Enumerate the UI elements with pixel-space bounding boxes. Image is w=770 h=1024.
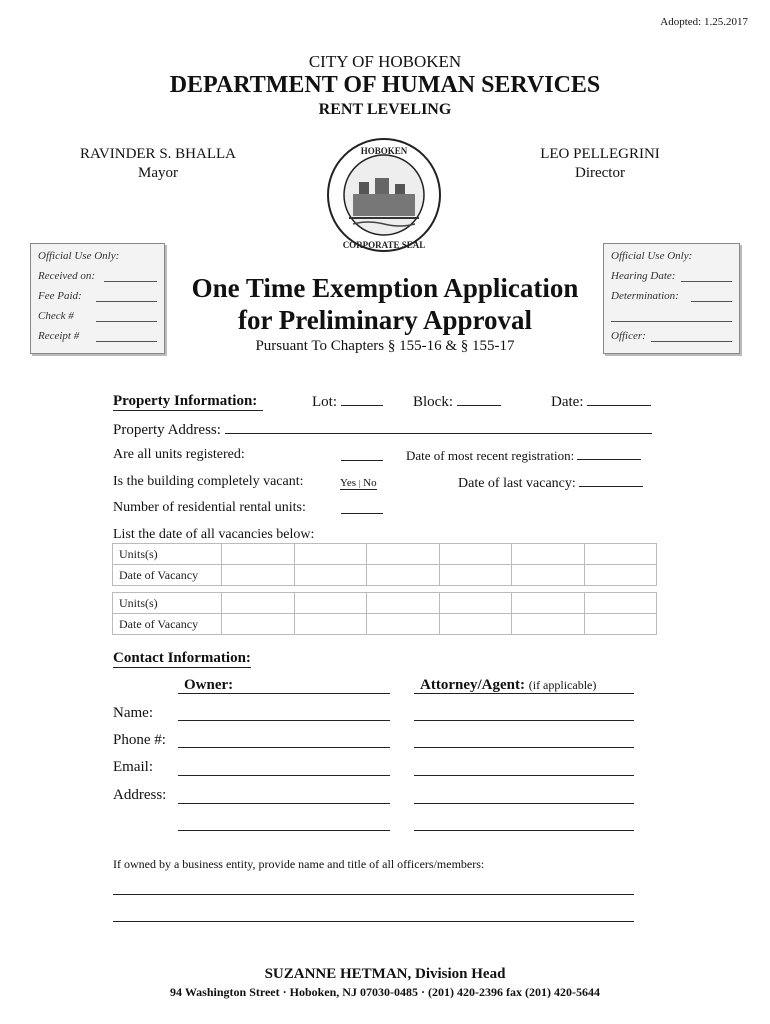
attorney-phone-input[interactable]	[414, 747, 634, 748]
table-cell[interactable]	[512, 544, 585, 565]
units-registered-input[interactable]	[341, 448, 383, 461]
table-cell[interactable]	[512, 565, 585, 586]
owner-address-input-2[interactable]	[178, 830, 390, 831]
director-title: Director	[575, 165, 625, 181]
owner-heading: Owner:	[184, 677, 234, 693]
owner-address-input[interactable]	[178, 803, 390, 804]
svg-text:CORPORATE SEAL: CORPORATE SEAL	[342, 240, 426, 250]
received-on-field[interactable]	[104, 281, 157, 282]
table-cell[interactable]	[439, 544, 512, 565]
last-vacancy-label: Date of last vacancy:	[458, 476, 576, 491]
business-entity-note: If owned by a business entity, provide name and title of all officers/members:	[113, 857, 485, 871]
attorney-note: (if applicable)	[528, 678, 597, 692]
table-cell[interactable]	[584, 593, 657, 614]
svg-text:HOBOKEN: HOBOKEN	[360, 146, 408, 156]
check-label: Check #	[38, 310, 74, 322]
units-registered-field	[113, 447, 245, 463]
table-cell[interactable]	[222, 544, 295, 565]
table-cell[interactable]	[584, 544, 657, 565]
attorney-name-input[interactable]	[414, 720, 634, 721]
num-units-field	[113, 500, 306, 516]
block-field	[413, 393, 501, 411]
table-cell[interactable]	[294, 593, 367, 614]
date-field	[551, 393, 651, 411]
mayor-block	[78, 146, 238, 182]
table-cell[interactable]	[439, 565, 512, 586]
last-vacancy-field	[458, 474, 643, 492]
table-cell[interactable]	[294, 614, 367, 635]
email-label: Email:	[113, 759, 153, 775]
name-label: Name:	[113, 705, 153, 721]
officer-label: Officer:	[611, 330, 646, 342]
table-cell[interactable]	[439, 593, 512, 614]
official-use-title: Official Use Only:	[38, 250, 120, 262]
table-cell[interactable]	[367, 544, 440, 565]
form-title-line1: One Time Exemption Application	[191, 273, 579, 303]
table-cell[interactable]	[367, 565, 440, 586]
contact-heading: Contact Information:	[113, 650, 251, 666]
mayor-name: RAVINDER S. BHALLA	[80, 146, 236, 162]
num-units-label: Number of residential rental units:	[113, 500, 306, 515]
table-cell[interactable]	[584, 565, 657, 586]
option-separator: |	[358, 479, 361, 488]
table-row	[113, 614, 657, 635]
address-label: Address:	[113, 787, 167, 803]
mayor-title: Mayor	[138, 165, 178, 181]
fee-paid-field[interactable]	[96, 301, 157, 302]
attorney-label: Attorney/Agent:	[420, 677, 525, 693]
official-use-box-left	[30, 243, 165, 354]
attorney-heading-underline	[414, 693, 634, 694]
table-row	[113, 544, 657, 565]
check-field[interactable]	[96, 321, 157, 322]
units-registered-label: Are all units registered:	[113, 447, 245, 462]
last-vacancy-input[interactable]	[579, 474, 643, 487]
table-cell[interactable]	[294, 544, 367, 565]
phone-label: Phone #:	[113, 732, 166, 748]
owner-name-input[interactable]	[178, 720, 390, 721]
property-address-input[interactable]	[225, 421, 652, 434]
determination-field[interactable]	[691, 301, 732, 302]
department-name: DEPARTMENT OF HUMAN SERVICES	[169, 72, 601, 98]
city-name: CITY OF HOBOKEN	[308, 52, 462, 71]
property-address-field	[113, 421, 652, 439]
date-input[interactable]	[587, 393, 651, 406]
table-row	[113, 593, 657, 614]
director-name: LEO PELLEGRINI	[540, 146, 660, 162]
lot-field	[312, 393, 383, 411]
determination-label: Determination:	[611, 290, 679, 302]
block-label: Block:	[413, 394, 453, 410]
director-block	[530, 146, 670, 182]
recent-registration-label: Date of most recent registration:	[406, 448, 575, 463]
building-vacant-field	[113, 474, 304, 490]
num-units-input[interactable]	[341, 501, 383, 514]
official-use-box-right	[603, 243, 740, 354]
date-label: Date:	[551, 394, 584, 410]
official-use-title: Official Use Only:	[611, 250, 693, 262]
attorney-heading	[420, 677, 596, 694]
form-subtitle: Pursuant To Chapters § 155-16 & § 155-17	[255, 338, 515, 354]
lot-label: Lot:	[312, 394, 337, 410]
table-cell[interactable]	[222, 614, 295, 635]
recent-registration-input[interactable]	[577, 447, 641, 460]
adopted-date: Adopted: 1.25.2017	[660, 16, 748, 28]
table-cell[interactable]	[512, 593, 585, 614]
attorney-address-input[interactable]	[414, 803, 634, 804]
property-heading: Property Information:	[113, 393, 263, 411]
hearing-date-field[interactable]	[681, 281, 732, 282]
vacancy-table-2	[112, 592, 657, 635]
owner-phone-input[interactable]	[178, 747, 390, 748]
table-cell[interactable]	[367, 593, 440, 614]
date-of-vacancy-row-header: Date of Vacancy	[113, 565, 222, 586]
table-cell[interactable]	[367, 614, 440, 635]
footer-address: 94 Washington Street · Hoboken, NJ 07030-0485 · (201) 420-2396 fax (201) 420-5644	[170, 985, 600, 999]
vacancy-table-1	[112, 543, 657, 586]
table-row	[113, 565, 657, 586]
units-row-header: Units(s)	[113, 593, 222, 614]
received-on-label: Received on:	[38, 270, 96, 282]
fee-paid-label: Fee Paid:	[38, 290, 82, 302]
lot-input[interactable]	[341, 393, 383, 406]
determination-field-2[interactable]	[611, 321, 732, 322]
table-cell[interactable]	[222, 593, 295, 614]
list-vacancies-label: List the date of all vacancies below:	[113, 527, 315, 542]
units-row-header: Units(s)	[113, 544, 222, 565]
attorney-address-input-2[interactable]	[414, 830, 634, 831]
receipt-field[interactable]	[96, 341, 157, 342]
receipt-label: Receipt #	[38, 330, 80, 342]
block-input[interactable]	[457, 393, 501, 406]
vacant-no-option[interactable]: No	[363, 477, 377, 489]
table-cell[interactable]	[294, 565, 367, 586]
property-address-label: Property Address:	[113, 422, 221, 438]
officers-input-1[interactable]	[113, 894, 634, 895]
date-of-vacancy-row-header: Date of Vacancy	[113, 614, 222, 635]
form-title-line2: for Preliminary Approval	[238, 305, 532, 335]
table-cell[interactable]	[439, 614, 512, 635]
table-cell[interactable]	[584, 614, 657, 635]
division-name: RENT LEVELING	[318, 101, 452, 118]
city-seal	[313, 136, 455, 254]
building-vacant-label: Is the building completely vacant:	[113, 474, 304, 489]
vacant-yes-option[interactable]: Yes | No	[340, 477, 377, 489]
owner-email-input[interactable]	[178, 775, 390, 776]
recent-registration-field	[406, 447, 641, 464]
officers-input-2[interactable]	[113, 921, 634, 922]
attorney-email-input[interactable]	[414, 775, 634, 776]
vacant-options	[340, 477, 377, 490]
table-cell[interactable]	[222, 565, 295, 586]
footer-division-head: SUZANNE HETMAN, Division Head	[264, 966, 506, 982]
owner-heading-underline	[178, 693, 390, 694]
table-cell[interactable]	[512, 614, 585, 635]
hearing-date-label: Hearing Date:	[611, 270, 676, 282]
officer-field[interactable]	[651, 341, 732, 342]
